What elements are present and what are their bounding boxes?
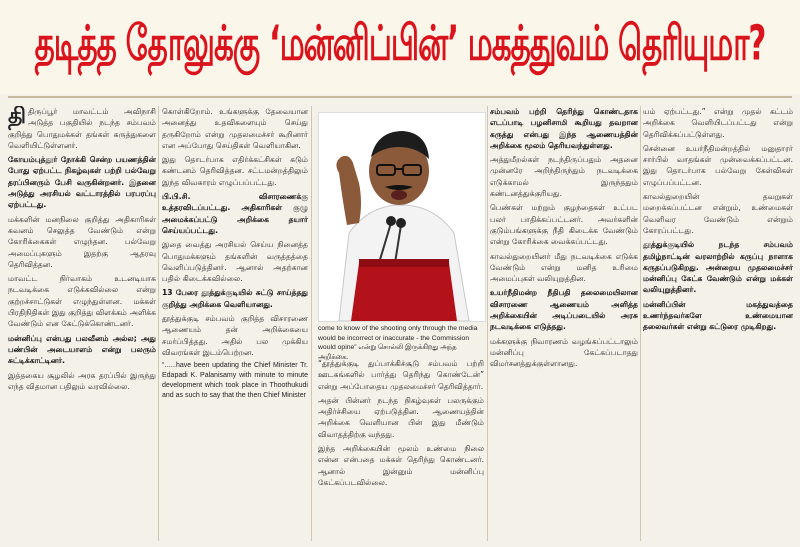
paragraph: காவல்துறையின் தவறுகள் மறைக்கப்பட்டன என்றும், உண்மைகள் வெளிவர வேண்டும் என்றும் கோரப்பட்டது. xyxy=(643,192,793,235)
paragraph: அத்துமீறல்கள் நடந்திருப்பதும் அதனை முன்னரே அறிந்திருந்தும் நடவடிக்கை எடுக்காமல் இருந்ததும் கண்டனத்துக்குரியது. xyxy=(490,155,638,199)
paragraph: அதன் பின்னர் நடந்த நிகழ்வுகள் பலருக்கும் அதிர்ச்சியை ஏற்படுத்தின. ஆணையத்தின் அறிக்கை வெளியான பின் இது மீண்டும் விவாதத்திற்கு வந்தது. xyxy=(318,395,484,439)
paragraph: யம் ஏற்பட்டது.” என்று முதல் கட்டம் அறிக்கை வெளியிடப்பட்டது என்று தெரிவிக்கப்பட்டுள்ளது. xyxy=(643,107,793,139)
paragraph: பெண்கள் மற்றும் குழந்தைகள் உட்பட பலர் பாதிக்கப்பட்டனர். அவர்களின் குடும்பங்களுக்கு நீதி கிடைக்க வேண்டும் என்று கோரிக்கை வைக்கப்பட்டது. xyxy=(490,203,638,247)
paragraph: இந்த அறிக்கையின் மூலம் உண்மை நிலை என்ன என்பதை மக்கள் தெரிந்து கொண்டனர். ஆனால் இன்னும் மன்னிப்பு கேட்கப்படவில்லை. xyxy=(318,444,484,487)
paragraph: தூத்துக்குடியில் நடந்த சம்பவம் தமிழ்நாட்டின் வரலாற்றில் கருப்பு நாளாக கருதப்படுகிறது. அன்றைய முதலமைச்சர் மன்னிப்பு கேட்க வேண்டும் என்று மக்கள் வலியுறுத்தினர். xyxy=(643,240,793,295)
drop-cap: தி xyxy=(8,106,27,129)
paragraph: மன்னிப்பின் மகத்துவத்தை உணர்ந்தவர்களே உண்மையான தலைவர்கள் என்று கட்டுரை முடிகிறது. xyxy=(643,299,793,332)
article-column-5 xyxy=(643,106,793,543)
paragraph: இத்தகைய சூழலில் அரசு தரப்பில் இருந்து எந்த விதமான பதிலும் வரவில்லை. xyxy=(8,370,156,391)
column-divider xyxy=(487,106,488,541)
headline-rule xyxy=(8,96,792,98)
article-column-2 xyxy=(162,106,308,543)
paragraph: இதை வைத்து அரசியல் செய்ய நினைத்த பொதுமக்களும் தங்களின் வருத்தத்தை வெளிப்படுத்தினர். ஆனால் அதற்கான பதில் கிடைக்கவில்லை. xyxy=(162,240,308,284)
paragraph: மக்களுக்கு நிவாரணம் வழங்கப்பட்டாலும் மன்னிப்பு கேட்கப்படாதது விமர்சனத்துக்குள்ளானது. xyxy=(490,336,638,369)
article-column-1 xyxy=(8,106,156,543)
paragraph: கொள்கிறோம். உங்களுக்கு தேவையான அனைத்து உதவிகளையும் செய்து தருகிறோம் என்று முதலமைச்சர் கூறினார் என அப்போது செய்திகள் வெளியாகின. xyxy=(162,107,308,150)
column-divider xyxy=(640,106,641,541)
english-quote: “......have been updating the Chief Minister Tr. Edapadi K. Palanisamy with minute to minute development which took place in Thoothukudi and as such to say that the then Chief Minister xyxy=(162,362,308,400)
headline-banner xyxy=(0,0,800,94)
paragraph: மக்களின் மனநிலை குறித்து அதிகாரிகள் கவனம் செலுத்த வேண்டும் என்று கோரிக்கைகள் எழுந்தன. பல்வேறு அமைப்புகளும் இதற்கு ஆதரவு தெரிவித்தன. xyxy=(8,214,156,269)
paragraph: உயர்நீதிமன்ற நீதிபதி தலைமையிலான விசாரணை ஆணையம் அளித்த அறிக்கையின் அடிப்படையில் அரசு நடவடிக்கை எடுத்தது. xyxy=(490,288,638,332)
paragraph: தூத்துக்குடி சம்பவம் குறித்த விசாரணை ஆணையம் தன் அறிக்கையை சமர்ப்பித்தது. அதில் பல முக்கிய விவரங்கள் இடம்பெற்றன. xyxy=(162,314,308,357)
paragraph: பி.பி.சி. விசாரணைக்கு உத்தரவிடப்பட்டது. அதிகாரிகள் குழு அமைக்கப்பட்டு அறிக்கை தயார் செய்யப்பட்டது. xyxy=(162,192,308,235)
paragraph: திதிருப்பூர் மாவட்டம் அவிநாசி அடுத்த பகுதியில் நடந்த சம்பவம் குறித்து பொதுமக்கள் தங்கள் கருத்துகளை வெளியிட்டுள்ளனர். xyxy=(8,106,156,150)
paragraph: சென்னை உயர்நீதிமன்றத்தில் மனுதாரர் சார்பில் வாதங்கள் முன்வைக்கப்பட்டன. இது தொடர்பாக பல்வேறு கேள்விகள் எழுப்பப்பட்டன. xyxy=(643,143,793,187)
article-column-3 xyxy=(318,358,484,543)
paragraph: சம்பவம் பற்றி தெரிந்து கொண்டதாக எடப்பாடி பழனிசாமி கூறியது தவறான கருத்து என்பது இந்த ஆணையத்தின் அறிக்கை மூலம் தெரியவந்துள்ளது. xyxy=(490,107,638,150)
photo-caption: come to know of the shooting only through the media would be incorrect or inaccurate - the Commission would opine” என்று சொல்லி இருக்கிறது அந்த அறிக்கை. xyxy=(318,325,478,361)
paragraph: கோயம்புத்தூர் நோக்கி சென்ற பயணத்தின் போது ஏற்பட்ட நிகழ்வுகள் பற்றி பல்வேறு தரப்பினரும் பேசி வருகின்றனர். இதனை அடுத்து அரசியல் வட்டாரத்தில் பரபரப்பு ஏற்பட்டது. xyxy=(8,155,156,210)
paragraph: காவல்துறையினர் மீது நடவடிக்கை எடுக்க வேண்டும் என்று மனித உரிமை அமைப்புகள் வலியுறுத்தின. xyxy=(490,251,638,284)
paragraph: மாவட்ட நிர்வாகம் உடனடியாக நடவடிக்கை எடுக்கவில்லை என்று குற்றச்சாட்டுகள் எழுந்துள்ளன. மக்கள் பிரதிநிதிகள் இது குறித்து விளக்கம் அளிக்க வேண்டும் என கேட்டுக்கொண்டனர். xyxy=(8,274,156,329)
headline: தடித்த தோலுக்கு ‘மன்னிப்பின்’ மகத்துவம் தெரியுமா? xyxy=(34,16,766,72)
column-divider xyxy=(158,106,159,541)
paragraph: 13 பேரை தூத்துக்குடியில் சுட்டு சாய்த்தது குறித்து அறிக்கை வெளியானது. xyxy=(162,288,308,309)
article-photo xyxy=(318,112,486,322)
paragraph: இது தொடர்பாக எதிர்க்கட்சிகள் கடும் கண்டனம் தெரிவித்தன. சட்டமன்றத்திலும் இந்த விவகாரம் எழுப்பப்பட்டது. xyxy=(162,155,308,187)
paragraph: மன்னிப்பு என்பது பலவீனம் அல்ல; அது பண்பின் அடையாளம் என்று பலரும் சுட்டிக்காட்டினர். xyxy=(8,333,156,366)
speaker-illustration xyxy=(319,113,485,321)
paragraph: “தூத்துக்குடி துப்பாக்கிச்சூடு சம்பவம் பற்றி ஊடகங்களில் பார்த்து தெரிந்து கொண்டேன்” என்று அப்போதைய முதலமைச்சர் தெரிவித்தார். xyxy=(318,359,484,391)
column-divider xyxy=(311,106,312,541)
article-column-4 xyxy=(490,106,638,543)
